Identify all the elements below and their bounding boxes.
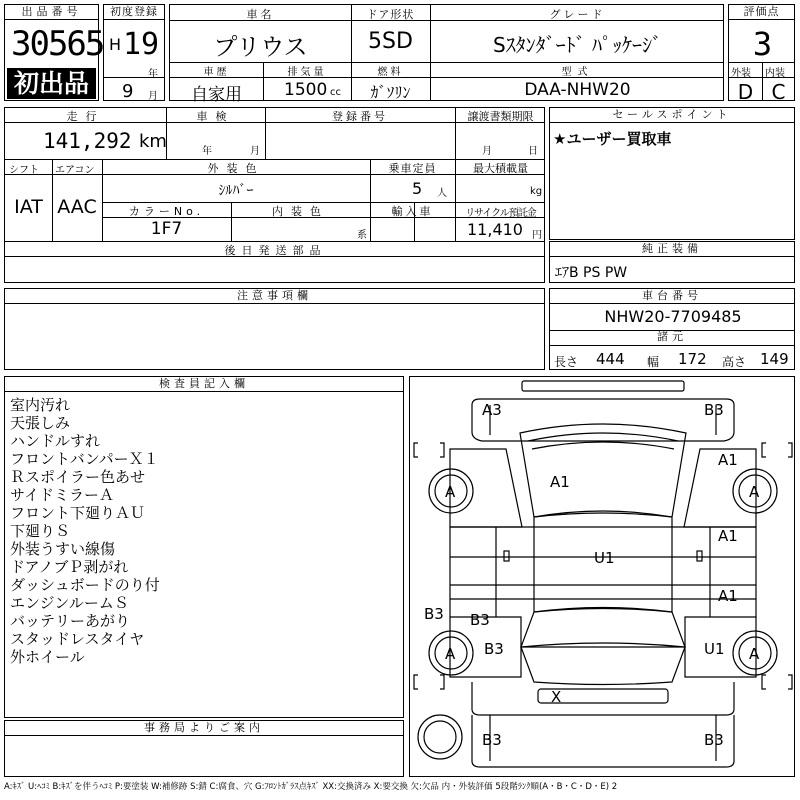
interior-label: 内装 bbox=[765, 68, 785, 79]
mileage-unit: km bbox=[139, 131, 167, 152]
inspector-item: エンジンルームＳ bbox=[10, 594, 129, 612]
displacement-unit: cc bbox=[330, 87, 341, 98]
car-name: プリウス bbox=[213, 33, 308, 61]
model-label: 型式 bbox=[561, 67, 594, 78]
mark-u1-roof: U1 bbox=[594, 549, 615, 567]
rear-window bbox=[521, 608, 685, 648]
mark-a-wheel-fl: A bbox=[445, 483, 456, 501]
fuel: ｶﾞｿﾘﾝ bbox=[370, 83, 411, 102]
score-label: 評価点 bbox=[729, 5, 794, 20]
transfer-label: 譲渡書類期限 bbox=[467, 110, 534, 123]
recycle: 11,410 bbox=[467, 220, 523, 239]
mark-a1-right-front: A1 bbox=[718, 451, 738, 469]
mark-x-rear: X bbox=[551, 688, 562, 706]
mark-a1-right-door-rear: A1 bbox=[718, 587, 738, 605]
equipment-box bbox=[549, 241, 795, 283]
mark-a-wheel-rr: A bbox=[749, 645, 760, 663]
bracket-left-3 bbox=[414, 675, 418, 689]
bracket-right-1 bbox=[762, 443, 766, 457]
int-color-suffix: 系 bbox=[357, 230, 367, 241]
reg-year: 19 bbox=[123, 27, 160, 62]
inspection-month-unit: 月 bbox=[250, 146, 260, 157]
info-grid bbox=[4, 107, 545, 283]
reg-year-unit: 年 bbox=[148, 69, 158, 80]
exterior-grade: D bbox=[737, 80, 754, 104]
inspector-item: Ｒスポイラー色あせ bbox=[10, 468, 146, 486]
car-diagram bbox=[410, 377, 796, 778]
model: DAA-NHW20 bbox=[524, 80, 631, 100]
later-parts-label: 後日発送部品 bbox=[224, 244, 327, 257]
mark-a-wheel-fr: A bbox=[749, 483, 760, 501]
recycle-unit: 円 bbox=[532, 230, 542, 241]
office-box bbox=[4, 720, 404, 777]
mark-a3: A3 bbox=[482, 401, 502, 419]
inspector-item: 天張しみ bbox=[10, 414, 71, 432]
car-diagram-box bbox=[409, 376, 795, 777]
bracket-left-4 bbox=[440, 675, 444, 689]
spec-label: 諸元 bbox=[550, 330, 794, 346]
mark-b3-left-rear: B3 bbox=[424, 605, 444, 623]
car-name-label: 車名 bbox=[246, 8, 275, 21]
history: 自家用 bbox=[191, 85, 242, 105]
ac: AAC bbox=[57, 196, 97, 218]
width-label: 幅 bbox=[647, 355, 660, 369]
mirror-right bbox=[697, 551, 702, 561]
rear-bumper bbox=[472, 682, 734, 715]
left-door-panels bbox=[450, 527, 496, 617]
ac-label: エアコン bbox=[55, 165, 95, 176]
exterior-label: 外装 bbox=[731, 68, 751, 79]
bracket-right-4 bbox=[788, 675, 792, 689]
mirror-left bbox=[504, 551, 509, 561]
sales-label: セールスポイント bbox=[550, 108, 794, 123]
front-body bbox=[472, 399, 734, 441]
recycle-label: リサイクル預託金 bbox=[465, 208, 536, 219]
capacity-label: 乗車定員 bbox=[388, 162, 437, 175]
inspector-item: ドアノブＰ剥がれ bbox=[10, 558, 129, 576]
rear-lower-body bbox=[472, 715, 734, 767]
bracket-right-3 bbox=[762, 675, 766, 689]
inspector-item: ダッシュボードのり付 bbox=[10, 576, 160, 594]
lot-label: 出品番号 bbox=[5, 5, 98, 20]
spec-box bbox=[169, 4, 724, 105]
ext-color: ｼﾙﾊﾞｰ bbox=[218, 183, 254, 199]
equipment-label: 純正装備 bbox=[550, 242, 794, 257]
height-label: 高さ bbox=[722, 355, 747, 369]
inspector-item: 外装うすい線傷 bbox=[10, 540, 116, 558]
bracket-left-2 bbox=[440, 443, 444, 457]
lot-box bbox=[4, 4, 104, 101]
inspector-item: ハンドルすれ bbox=[10, 432, 101, 450]
ext-color-label: 外装色 bbox=[207, 162, 265, 175]
color-no-label: カラーNo. bbox=[128, 205, 205, 218]
capacity: 5 bbox=[412, 179, 423, 198]
inspector-item: フロントバンパーＸ１ bbox=[10, 450, 159, 468]
inspection-year-unit: 年 bbox=[202, 146, 212, 157]
inspector-box bbox=[4, 376, 404, 718]
mark-a-wheel-rl: A bbox=[445, 645, 456, 663]
load-label: 最大積載量 bbox=[473, 162, 528, 175]
door-label: ドア形状 bbox=[366, 8, 415, 21]
chassis-number: NHW20-7709485 bbox=[604, 307, 742, 326]
load-unit: kg bbox=[530, 186, 543, 197]
shift-label: シフト bbox=[9, 165, 39, 176]
inspector-label: 検査員記入欄 bbox=[5, 377, 403, 392]
shift: IAT bbox=[14, 196, 43, 218]
import-label: 輸入車 bbox=[391, 205, 434, 218]
door-type: 5SD bbox=[368, 29, 413, 54]
left-side bbox=[450, 449, 522, 527]
length: 444 bbox=[596, 350, 625, 368]
inspector-item: 室内汚れ bbox=[10, 396, 71, 414]
mark-b3-bottom-right: B3 bbox=[704, 731, 724, 749]
mark-a1-right-door-front: A1 bbox=[718, 527, 738, 545]
history-label: 車歴 bbox=[203, 67, 230, 78]
score-box bbox=[728, 4, 795, 104]
chassis-label: 車台番号 bbox=[550, 289, 794, 304]
footer-legend: A:ｷｽﾞ U:ﾍｺﾐ B:ｷｽﾞを伴うﾍｺﾐ P:要塗装 W:補修跡 S:錆 C:腐食、穴 G:ﾌﾛﾝﾄｶﾞﾗｽ点ｷｽﾞ XX:交換済み X:要交換 欠:欠品 内・外装評価 5段階ﾗﾝｸ順(A・B・C・D・E) 2 bbox=[4, 782, 618, 792]
chassis-box bbox=[549, 288, 795, 370]
lot-number: 30565 bbox=[11, 24, 104, 64]
rear-hatch bbox=[521, 647, 685, 685]
first-listing-badge: 初出品 bbox=[7, 68, 96, 99]
reg-month: 9 bbox=[122, 81, 134, 102]
transfer-day-unit: 日 bbox=[528, 146, 538, 157]
width: 172 bbox=[678, 350, 707, 368]
mark-a1-hood: A1 bbox=[550, 473, 570, 491]
sales-point-box bbox=[549, 107, 795, 240]
mark-b3-left-quarter: B3 bbox=[470, 611, 490, 629]
score: 3 bbox=[752, 25, 773, 63]
bracket-left-1 bbox=[414, 443, 418, 457]
reg-era: H bbox=[109, 35, 122, 54]
reg-no-label: 登録番号 bbox=[332, 110, 388, 123]
notes-box bbox=[4, 288, 545, 370]
inspector-item: バッテリーあがり bbox=[10, 612, 131, 630]
mileage-label: 走行 bbox=[66, 110, 105, 123]
inspector-item: サイドミラーＡ bbox=[10, 486, 114, 504]
bracket-right-2 bbox=[788, 443, 792, 457]
int-color-label: 内装色 bbox=[272, 205, 329, 218]
capacity-unit: 人 bbox=[437, 188, 447, 199]
mark-b3-top-right: B3 bbox=[704, 401, 724, 419]
reg-month-unit: 月 bbox=[148, 91, 158, 102]
top-bumper-marker bbox=[522, 381, 684, 391]
equipment-text: ｴｱB PS PW bbox=[555, 265, 628, 281]
transfer-month-unit: 月 bbox=[482, 146, 492, 157]
mileage: 141,292 bbox=[43, 129, 132, 153]
length-label: 長さ bbox=[554, 355, 579, 369]
inspector-list bbox=[10, 396, 160, 666]
inspector-item: 外ホイール bbox=[10, 648, 85, 666]
displacement: 1500 bbox=[284, 80, 328, 100]
grade-label: グレード bbox=[549, 8, 606, 21]
inspection-label: 車検 bbox=[196, 110, 235, 123]
notes-label: 注意事項欄 bbox=[5, 289, 544, 304]
reg-label: 初度登録 bbox=[104, 5, 164, 20]
sales-text: ★ユーザー買取車 bbox=[553, 130, 672, 148]
registration-box bbox=[103, 4, 165, 101]
office-label: 事務局よりご案内 bbox=[5, 721, 403, 736]
mark-b3-bottom-left: B3 bbox=[482, 731, 502, 749]
displacement-label: 排気量 bbox=[287, 67, 327, 78]
mark-u1-right-rear: U1 bbox=[704, 640, 725, 658]
interior-grade: C bbox=[771, 80, 786, 104]
fuel-label: 燃料 bbox=[377, 67, 404, 78]
grade: Sｽﾀﾝﾀﾞｰﾄﾞ ﾊﾟｯｹｰｼﾞ bbox=[492, 33, 663, 57]
height: 149 bbox=[760, 350, 789, 368]
inspector-item: フロント下廻りＡＵ bbox=[10, 504, 146, 522]
mark-b3-left-quarter2: B3 bbox=[484, 640, 504, 658]
color-no: 1F7 bbox=[150, 219, 183, 239]
inspector-item: 下廻りＳ bbox=[10, 522, 71, 540]
inspector-item: スタッドレスタイヤ bbox=[10, 630, 145, 648]
